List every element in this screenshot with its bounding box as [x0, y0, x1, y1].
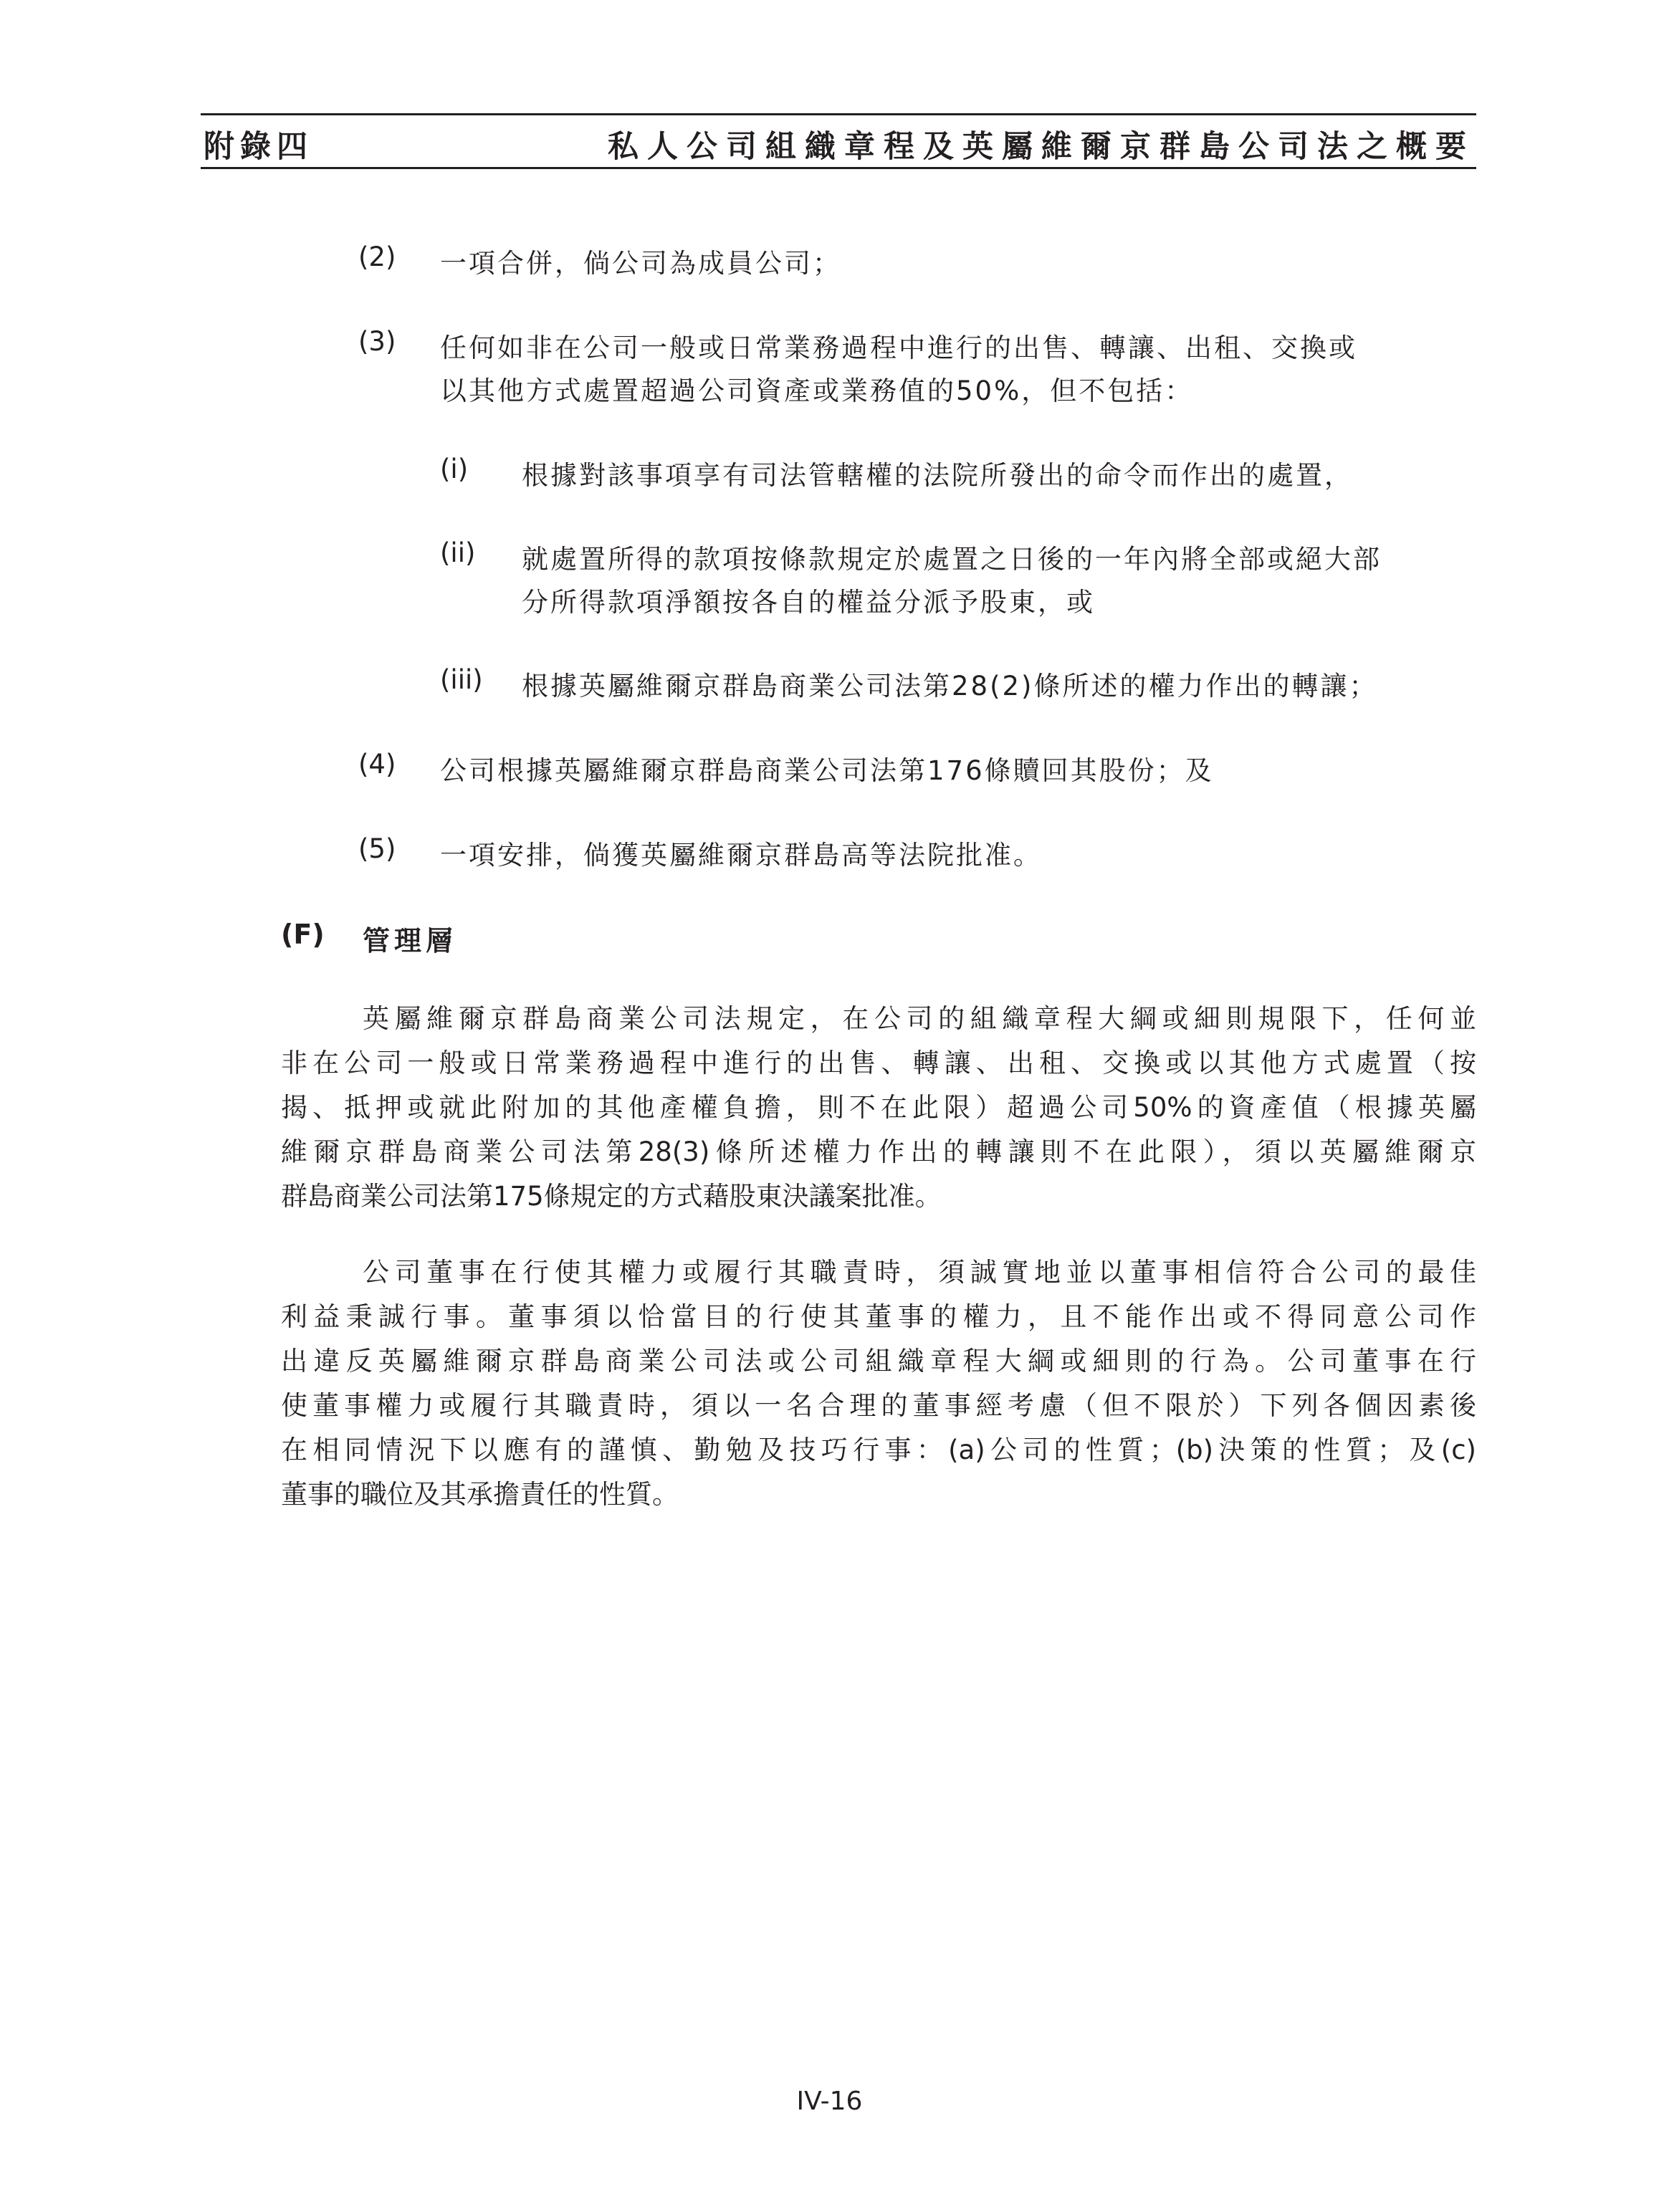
appendix-label: 附錄四 [204, 129, 313, 165]
item-text: 公司根據英屬維爾京群島商業公司法第176條贖回其股份；及 [440, 755, 1214, 786]
item-text: 一項合併，倘公司為成員公司； [440, 248, 841, 279]
paragraph-line: 英屬維爾京群島商業公司法規定，在公司的組織章程大綱或細則規限下，任何並 [363, 1003, 1476, 1034]
item-number: (4) [358, 749, 396, 780]
item-text: 一項安排，倘獲英屬維爾京群島高等法院批准。 [440, 840, 1042, 871]
subitem-text: 根據對該事項享有司法管轄權的法院所發出的命令而作出的處置， [522, 460, 1353, 491]
page-number: IV-16 [796, 2087, 863, 2116]
paragraph-line: 維爾京群島商業公司法第28(3)條所述權力作出的轉讓則不在此限），須以英屬維爾京 [281, 1136, 1476, 1167]
section-title: 管理層 [363, 925, 458, 957]
paragraph-line: 使董事權力或履行其職責時，須以一名合理的董事經考慮（但不限於）下列各個因素後 [281, 1390, 1476, 1421]
paragraph-line: 出違反英屬維爾京群島商業公司法或公司組織章程大綱或細則的行為。公司董事在行 [281, 1346, 1476, 1376]
page-header [201, 113, 1476, 169]
paragraph-line: 在相同情況下以應有的謹慎、勤勉及技巧行事：(a)公司的性質；(b)決策的性質；及(c) [281, 1435, 1476, 1465]
document-title: 私人公司組織章程及英屬維爾京群島公司法之概要 [608, 129, 1475, 165]
paragraph-line: 群島商業公司法第175條規定的方式藉股東決議案批准。 [281, 1181, 942, 1212]
paragraph-line: 董事的職位及其承擔責任的性質。 [281, 1479, 679, 1510]
subitem-number: (ii) [440, 537, 476, 568]
paragraph [281, 1250, 1476, 1517]
subitem-text: 分所得款項淨額按各自的權益分派予股東，或 [522, 587, 1095, 618]
subitem-number: (iii) [440, 664, 483, 695]
subitem-text: 就處置所得的款項按條款規定於處置之日後的一年內將全部或絕大部 [522, 544, 1382, 575]
subitem-text: 根據英屬維爾京群島商業公司法第28(2)條所述的權力作出的轉讓； [522, 671, 1378, 702]
paragraph-line: 非在公司一般或日常業務過程中進行的出售、轉讓、出租、交換或以其他方式處置（按 [281, 1048, 1476, 1078]
item-number: (5) [358, 833, 396, 864]
item-text: 任何如非在公司一般或日常業務過程中進行的出售、轉讓、出租、交換或 [440, 332, 1357, 363]
paragraph-line: 揭、抵押或就此附加的其他產權負擔，則不在此限）超過公司50%的資產值（根據英屬 [281, 1092, 1476, 1123]
paragraph-line: 利益秉誠行事。董事須以恰當目的行使其董事的權力，且不能作出或不得同意公司作 [281, 1301, 1476, 1332]
paragraph-line: 公司董事在行使其權力或履行其職責時，須誠實地並以董事相信符合公司的最佳 [363, 1257, 1476, 1288]
paragraph [281, 997, 1476, 1219]
item-number: (3) [358, 326, 396, 357]
section-label: (F) [281, 919, 325, 950]
subitem-number: (i) [440, 454, 469, 484]
item-number: (2) [358, 241, 396, 272]
item-text: 以其他方式處置超過公司資產或業務值的50%，但不包括： [440, 375, 1194, 406]
